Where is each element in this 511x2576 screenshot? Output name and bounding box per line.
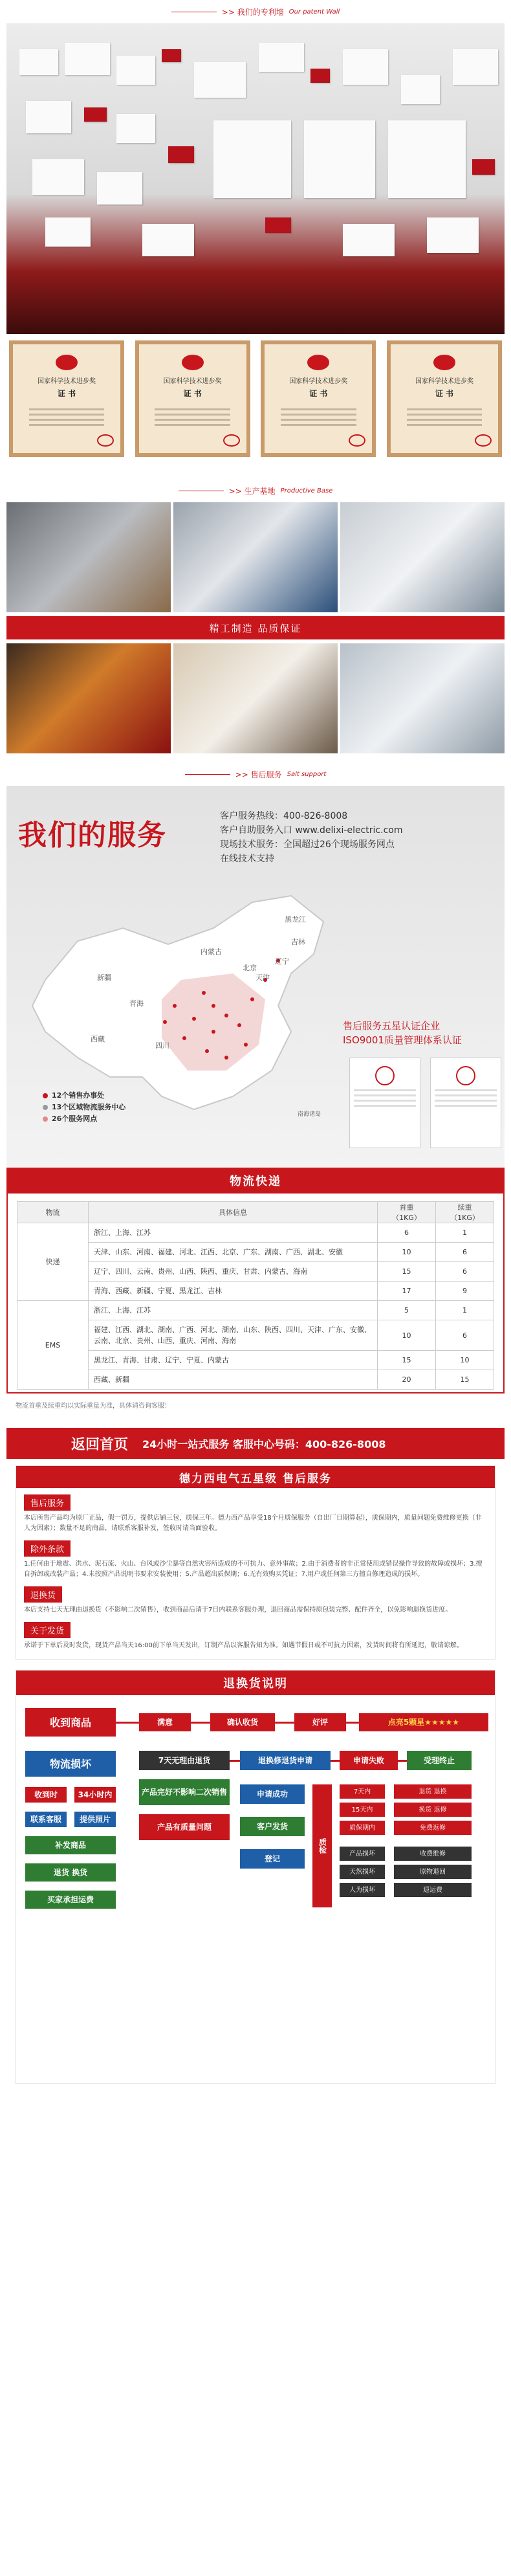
first-cell: 15 — [378, 1351, 436, 1370]
return-flowchart — [16, 1670, 495, 2084]
hotline-text: 客户服务热线：400-826-8008 — [220, 811, 348, 821]
certificate-name: 国家科学技术进步奖 — [289, 377, 348, 385]
terms-text: 本店所售产品均为原厂正品，假一罚万，提供店铺三包，质保三年。德力西产品享受18个月质保服务（自出厂日期算起），质保期内，质量问题免费维修更换（非人为因素）；数量不足的商品，请联系客服补发，签收时请当面验收。 — [24, 1515, 482, 1532]
first-cell: 17 — [378, 1282, 436, 1301]
flow-arrow — [191, 1722, 210, 1724]
map-label: 四川 — [155, 1041, 169, 1050]
production-slogan: 精工制造 品质保证 — [6, 616, 505, 639]
certificate — [387, 340, 502, 457]
flow-result: 换货 返修 — [394, 1803, 472, 1817]
flow-node-ship: 客户发货 — [240, 1817, 305, 1836]
map-label: 青海 — [129, 999, 144, 1008]
divider — [185, 774, 230, 775]
table-row — [17, 1320, 494, 1351]
online-support-text: 在线技术支持 — [220, 854, 274, 864]
dest-cell: 辽宁、四川、云南、贵州、山西、陕西、重庆、甘肃、内蒙古、海南 — [89, 1262, 378, 1282]
map-label: 西藏 — [91, 1035, 105, 1043]
flow-node-return-exchange: 退货 换货 — [25, 1863, 116, 1882]
factory-photo — [340, 643, 505, 753]
stamp-icon — [349, 434, 365, 447]
flow-node-review: 好评 — [294, 1713, 346, 1731]
flow-node-inspection: 质检 — [312, 1784, 332, 1907]
table-row — [17, 1370, 494, 1390]
factory-photos-top — [0, 502, 511, 612]
flow-node-photos: 提供照片 — [74, 1812, 116, 1827]
flow-node-apply: 退换修退货申请 — [240, 1751, 331, 1770]
certificate-name: 国家科学技术进步奖 — [163, 377, 222, 385]
self-service-text: 客户自助服务入口 www.delixi-electric.com — [220, 825, 403, 836]
terms-tag: 售后服务 — [24, 1494, 71, 1511]
service-terms — [16, 1465, 495, 1660]
table-row — [17, 1301, 494, 1320]
logistics-note: 物流首重及续重均以实际重量为准，具体请咨询客服！ — [16, 1403, 171, 1410]
onsite-service-text: 现场技术服务：全国超过26个现场服务网点 — [220, 839, 395, 850]
flow-cond: 天然损坏 — [340, 1865, 385, 1879]
flow-node-quality-issue: 产品有质量问题 — [139, 1814, 230, 1840]
flow-arrow — [230, 1760, 240, 1762]
certificate-label: 证 书 — [435, 388, 454, 398]
certificate-image — [349, 1058, 420, 1148]
flow-node-on-receipt: 收到时 — [25, 1787, 67, 1803]
logistics-panel — [6, 1194, 505, 1393]
certificate — [261, 340, 376, 457]
certificate-name: 国家科学技术进步奖 — [38, 377, 96, 385]
seal-icon — [375, 1066, 395, 1085]
next-cell: 1 — [436, 1301, 494, 1320]
service-info — [220, 809, 402, 866]
map-label: 新疆 — [97, 973, 111, 982]
flow-result: 免费返修 — [394, 1821, 472, 1835]
map-label: 北京 — [243, 964, 257, 972]
flow-node-received: 收到商品 — [25, 1708, 116, 1737]
terms-text: 本店支持七天无理由退换货（不影响二次销售），收到商品后请于7日内联系客服办理，退回商品需保持原包装完整、配件齐全，以免影响退换货进度。 — [24, 1606, 452, 1614]
legend-item: 26个服务网点 — [52, 1115, 98, 1123]
flow-cond: 产品损坏 — [340, 1847, 385, 1861]
first-cell: 5 — [378, 1301, 436, 1320]
map-label: 内蒙古 — [201, 948, 222, 956]
section-subtitle: Productive Base — [280, 487, 333, 494]
national-emblem-icon — [433, 355, 455, 370]
table-row — [17, 1262, 494, 1282]
terms-tag: 退换货 — [24, 1586, 62, 1603]
flow-node-reissue: 补发商品 — [25, 1836, 116, 1854]
certification-text — [343, 1019, 462, 1047]
flow-node-success: 申请成功 — [240, 1784, 305, 1804]
flow-arrow — [331, 1760, 340, 1762]
map-label: 吉林 — [291, 938, 305, 946]
terms-title: 德力西电气五星级 售后服务 — [16, 1466, 495, 1488]
flow-node-fail: 申请失败 — [340, 1751, 398, 1770]
shipping-rate-table — [17, 1201, 494, 1390]
next-cell: 1 — [436, 1223, 494, 1243]
carrier-cell: EMS — [17, 1301, 89, 1390]
certificate-name: 国家科学技术进步奖 — [415, 377, 473, 385]
flow-node-buyer-freight: 买家承担运费 — [25, 1891, 116, 1909]
terms-text: 1.任何由于地震、洪水、泥石流、火山、台风或沙尘暴等自然灾害所造成的不可抗力、意外事故；2.由于消费者的非正常使用或错误操作导致的故障或损坏；3.擅自拆卸或改装产品；4.未按照产品说明书要求安装使用；5.产品超出质保期；6.无有效购买凭证；7.用户或任何第三方擅自修理造成的损坏。 — [24, 1560, 483, 1578]
map-legend — [43, 1090, 125, 1125]
flow-arrow — [275, 1722, 294, 1724]
section-title: >> 售后服务 — [235, 770, 282, 779]
carrier-cell: 快递 — [17, 1223, 89, 1301]
flow-node-register: 登记 — [240, 1849, 305, 1869]
certificate — [135, 340, 250, 457]
first-cell: 10 — [378, 1243, 436, 1262]
section-title: >> 生产基地 — [228, 486, 276, 496]
map-label: 黑龙江 — [285, 915, 306, 924]
national-emblem-icon — [182, 355, 204, 370]
section-subtitle: Salt support — [287, 770, 327, 778]
hotline-bar — [6, 1428, 505, 1459]
dest-cell: 黑龙江、青海、甘肃、辽宁、宁夏、内蒙古 — [89, 1351, 378, 1370]
hotline-text: 24小时一站式服务 客服中心号码：400-826-8008 — [142, 1438, 386, 1450]
factory-photo — [6, 502, 171, 612]
factory-photos-bottom — [0, 643, 511, 753]
five-star-text: 售后服务五星认证企业 — [343, 1020, 440, 1032]
legend-item: 12个销售办事处 — [52, 1091, 105, 1100]
table-row — [17, 1351, 494, 1370]
map-label: 辽宁 — [275, 957, 289, 966]
patent-wall-photo — [6, 23, 505, 334]
flow-node-damage: 物流损坏 — [25, 1751, 116, 1777]
certificate-label: 证 书 — [183, 388, 202, 398]
next-cell: 10 — [436, 1351, 494, 1370]
next-cell: 6 — [436, 1243, 494, 1262]
national-emblem-icon — [56, 355, 78, 370]
terms-tag: 关于发货 — [24, 1622, 71, 1638]
table-row — [17, 1282, 494, 1301]
flow-result: 退货 退换 — [394, 1784, 472, 1799]
terms-tag: 除外条款 — [24, 1540, 71, 1557]
certificate-image — [430, 1058, 501, 1148]
certificate-label: 证 书 — [57, 388, 76, 398]
terms-text: 承诺于下单后及时发货，现货产品当天16:00前下单当天发出，订制产品以客服告知为准。如遇节假日或不可抗力因素，发货时间将有所延迟，敬请谅解。 — [24, 1642, 463, 1649]
dest-cell: 西藏、新疆 — [89, 1370, 378, 1390]
iso-text: ISO9001质量管理体系认证 — [343, 1034, 462, 1046]
flow-node-five-star: 点亮5颗星★★★★★ — [359, 1713, 488, 1731]
back-home-link[interactable]: 返回首页 — [71, 1436, 129, 1453]
stamp-icon — [475, 434, 492, 447]
dest-cell: 浙江、上海、江苏 — [89, 1301, 378, 1320]
table-row — [17, 1223, 494, 1243]
national-emblem-icon — [307, 355, 329, 370]
next-cell: 6 — [436, 1262, 494, 1282]
next-cell: 15 — [436, 1370, 494, 1390]
aftersales-section-header — [0, 762, 511, 786]
first-cell: 10 — [378, 1320, 436, 1351]
flow-result: 原物退回 — [394, 1865, 472, 1879]
stamp-icon — [223, 434, 240, 447]
flow-node-satisfied: 满意 — [139, 1713, 191, 1731]
flow-node-terminate: 受理终止 — [407, 1751, 472, 1770]
flow-node-7day: 7天无理由退货 — [139, 1751, 230, 1770]
dest-cell: 天津、山东、河南、福建、河北、江西、北京、广东、湖南、广西、湖北、安徽 — [89, 1243, 378, 1262]
flow-cond: 质保期内 — [340, 1821, 385, 1835]
logistics-title: 物流快递 — [6, 1168, 505, 1194]
legend-item: 13个区域物流服务中心 — [52, 1103, 126, 1111]
factory-photo — [6, 643, 171, 753]
flow-result: 收费维修 — [394, 1847, 472, 1861]
flow-node-intact: 产品完好不影响二次销售 — [139, 1779, 230, 1805]
stamp-icon — [97, 434, 114, 447]
service-panel — [6, 786, 505, 1168]
section-title: >> 我们的专利墙 — [221, 7, 284, 17]
seal-icon — [456, 1066, 475, 1085]
service-title: 我们的服务 — [18, 819, 167, 852]
flow-node-34h: 34小时内 — [74, 1787, 116, 1803]
first-cell: 6 — [378, 1223, 436, 1243]
next-cell: 9 — [436, 1282, 494, 1301]
next-cell: 6 — [436, 1320, 494, 1351]
col-extra-weight: 续重 （1KG） — [436, 1202, 494, 1223]
patent-section-header — [0, 0, 511, 23]
first-cell: 15 — [378, 1262, 436, 1282]
factory-photo — [173, 643, 338, 753]
flow-result: 退运费 — [394, 1883, 472, 1897]
factory-photo — [173, 502, 338, 612]
flow-node-contact: 联系客服 — [25, 1812, 67, 1827]
flow-cond: 人为损坏 — [340, 1883, 385, 1897]
flow-node-confirm: 确认收货 — [210, 1713, 275, 1731]
flow-title: 退换货说明 — [16, 1671, 495, 1695]
first-cell: 20 — [378, 1370, 436, 1390]
certificate-label: 证 书 — [309, 388, 328, 398]
map-label: 南海诸岛 — [298, 1111, 321, 1118]
factory-photo — [340, 502, 505, 612]
certificate-row — [0, 334, 511, 463]
production-section-header — [0, 479, 511, 502]
dest-cell: 青海、西藏、新疆、宁夏、黑龙江、吉林 — [89, 1282, 378, 1301]
dest-cell: 福建、江西、湖北、湖南、广西、河北、湖南、山东、陕西、四川、天津、广东、安徽、云南、北京、贵州、山西、重庆、河南、海南 — [89, 1320, 378, 1351]
flow-arrow — [116, 1722, 139, 1724]
col-detail: 具体信息 — [89, 1202, 378, 1223]
table-row — [17, 1243, 494, 1262]
certificate — [9, 340, 124, 457]
section-subtitle: Our patent Wall — [288, 8, 340, 16]
flow-arrow — [346, 1722, 359, 1724]
col-first-weight: 首重 （1KG） — [378, 1202, 436, 1223]
col-carrier: 物流 — [17, 1202, 89, 1223]
map-label: 天津 — [256, 973, 270, 982]
flow-cond: 15天内 — [340, 1803, 385, 1817]
flow-cond: 7天内 — [340, 1784, 385, 1799]
dest-cell: 浙江、上海、江苏 — [89, 1223, 378, 1243]
flow-arrow — [398, 1760, 407, 1762]
